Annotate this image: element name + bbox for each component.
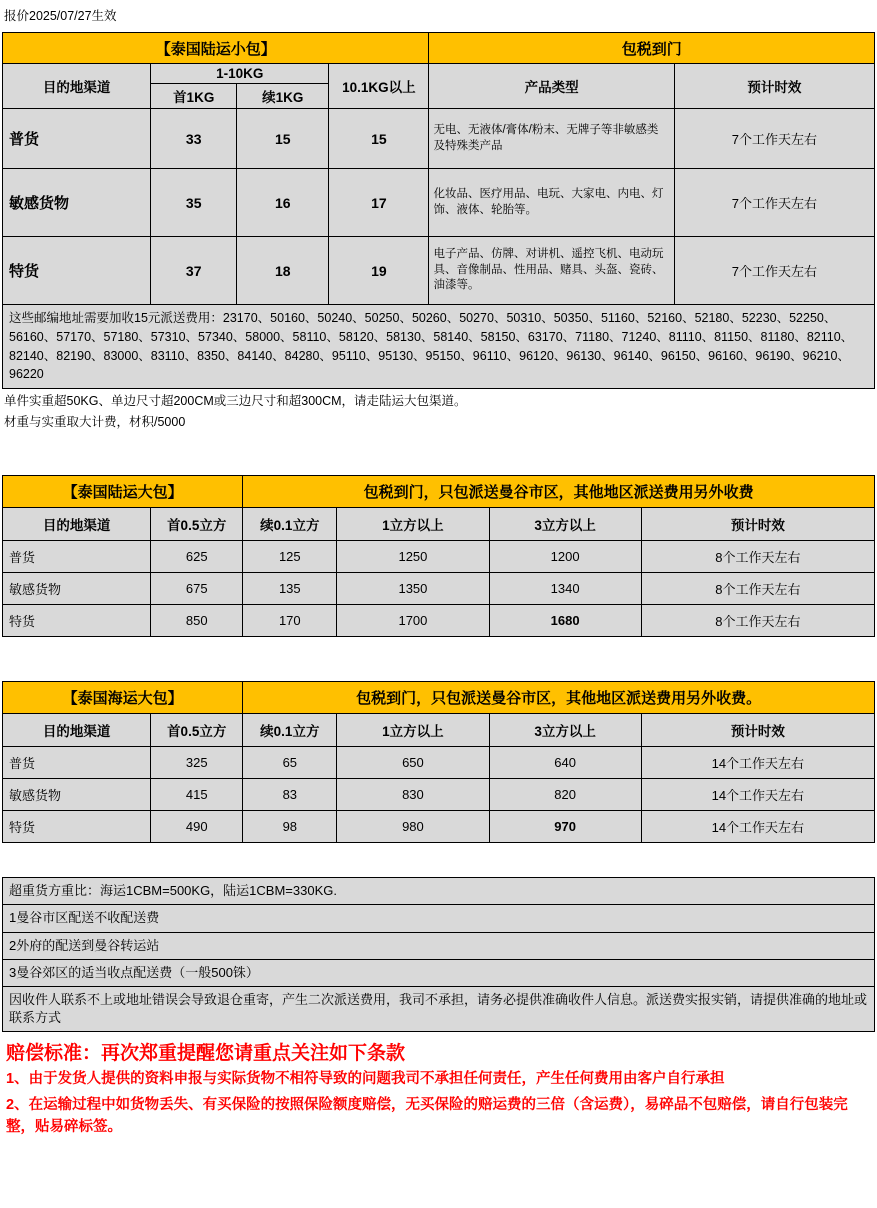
cell-eta: 7个工作天左右 [674,237,874,305]
note-suburb-fee: 3曼谷郊区的适当收点配送费（一般500铢） [3,959,875,986]
cell-first-1kg: 37 [151,237,237,305]
table3-header-row [3,714,875,747]
table-row [3,573,875,605]
cell-over-10kg: 17 [329,169,429,237]
quote-effective-note: 报价2025/07/27生效 [4,9,117,23]
cell-next-tenth-cbm: 65 [243,747,337,779]
th-next-1kg: 续1KG [237,84,329,109]
cell-first-1kg: 35 [151,169,237,237]
cell-over-1-cbm: 1700 [337,605,489,637]
row-label-special: 特货 [3,237,151,305]
cell-eta: 14个工作天左右 [641,811,874,843]
cell-over-3-cbm: 970 [489,811,641,843]
th-first-half-cbm: 首0.5立方 [151,714,243,747]
note-row [3,959,875,986]
claims-item-1: 1、由于发货人提供的资料申报与实际货物不相符导致的问题我司不承担任何责任，产生任何费用由客户自行承担 [6,1071,725,1088]
table2-header-row [3,508,875,541]
row-label-sensitive: 敏感货物 [3,169,151,237]
cell-product-type: 电子产品、仿牌、对讲机、遥控飞机、电动玩具、音像制品、性用品、赌具、头盔、瓷砖、油漆等。 [429,237,674,305]
row-label-general: 普货 [3,747,151,779]
claims-title: 赔偿标准：再次郑重提醒您请重点关注如下条款 [6,1043,406,1065]
table-thailand-sea-big-parcel [2,681,875,843]
postcode-surcharge-note: 这些邮编地址需要加收15元派送费用：23170、50160、50240、50250、50260、50270、50310、50350、51160、52160、52180、52230、52250、56160、57170、57180、57310、57340、58000、58110、58120、58130、58140、58150、63170、71180、71240、81110、81150、81180、82110、82140、82190、83000、83110、8350、84140、84280、95110、95130、95150、96110、96120、96130、96140、96150、96160、96190、96210、96220 [3,305,875,389]
cell-over-3-cbm: 640 [489,747,641,779]
cell-over-3-cbm: 1340 [489,573,641,605]
cell-next-tenth-cbm: 170 [243,605,337,637]
th-eta: 预计时效 [641,714,874,747]
note-row [3,905,875,932]
table-row [3,779,875,811]
cell-eta: 7个工作天左右 [674,169,874,237]
th-product-type: 产品类型 [429,64,674,109]
cell-over-3-cbm: 820 [489,779,641,811]
th-next-tenth-cbm: 续0.1立方 [243,714,337,747]
th-next-tenth-cbm: 续0.1立方 [243,508,337,541]
cell-over-1-cbm: 830 [337,779,489,811]
note-row [3,987,875,1032]
table3-title-bar [3,682,875,714]
table1-header-row-1 [3,64,875,84]
table2-title-bar [3,476,875,508]
cell-next-tenth-cbm: 98 [243,811,337,843]
note-province-transfer: 2外府的配送到曼谷转运站 [3,932,875,959]
cell-first-half-cbm: 415 [151,779,243,811]
cell-first-half-cbm: 490 [151,811,243,843]
cell-next-tenth-cbm: 135 [243,573,337,605]
th-eta: 预计时效 [641,508,874,541]
cell-next-tenth-cbm: 83 [243,779,337,811]
cell-over-10kg: 15 [329,109,429,169]
table-thailand-land-small-parcel [2,32,875,389]
th-range-1-10kg: 1-10KG [151,64,329,84]
row-label-special: 特货 [3,605,151,637]
cell-first-half-cbm: 850 [151,605,243,637]
th-over-10kg: 10.1KG以上 [329,64,429,109]
row-label-special: 特货 [3,811,151,843]
table-row [3,811,875,843]
cell-eta: 8个工作天左右 [641,573,874,605]
table-row [3,109,875,169]
th-first-half-cbm: 首0.5立方 [151,508,243,541]
note-row [3,878,875,905]
cell-eta: 7个工作天左右 [674,109,874,169]
table-row [3,605,875,637]
cell-eta: 8个工作天左右 [641,541,874,573]
oversize-note: 单件实重超50KG、单边尺寸超200CM或三边尺寸和超300CM，请走陆运大包渠道。 [4,394,467,408]
cell-first-half-cbm: 675 [151,573,243,605]
table2-title: 【泰国陆运大包】 [3,476,243,508]
bottom-notes-table [2,877,875,1032]
cell-over-1-cbm: 980 [337,811,489,843]
claims-item-2: 2、在运输过程中如货物丢失、有买保险的按照保险额度赔偿，无买保险的赔运费的三倍（含运费），易碎品不包赔偿，请自行包装完整，贴易碎标签。 [6,1097,848,1135]
th-over-3-cbm: 3立方以上 [489,508,641,541]
cell-next-1kg: 16 [237,169,329,237]
table-row [3,541,875,573]
note-row [3,932,875,959]
note-return-reship: 因收件人联系不上或地址错误会导致退仓重寄，产生二次派送费用，我司不承担，请务必提供准确收件人信息。派送费实报实销，请提供准确的地址或联系方式 [3,987,875,1032]
cell-over-1-cbm: 1350 [337,573,489,605]
cell-eta: 14个工作天左右 [641,747,874,779]
cell-over-3-cbm: 1200 [489,541,641,573]
cell-first-half-cbm: 625 [151,541,243,573]
th-first-1kg: 首1KG [151,84,237,109]
cell-eta: 14个工作天左右 [641,779,874,811]
cell-next-1kg: 15 [237,109,329,169]
table1-title: 【泰国陆运小包】 [3,33,429,64]
table-row [3,169,875,237]
table3-badge: 包税到门，只包派送曼谷市区，其他地区派送费用另外收费。 [243,682,875,714]
th-eta: 预计时效 [674,64,874,109]
postcode-surcharge-note-row [3,305,875,389]
volumetric-note: 材重与实重取大计费，材积/5000 [4,415,186,430]
cell-next-1kg: 18 [237,237,329,305]
th-channel: 目的地渠道 [3,714,151,747]
table-row [3,747,875,779]
table1-badge: 包税到门 [429,33,875,64]
cell-next-tenth-cbm: 125 [243,541,337,573]
table-thailand-land-big-parcel [2,475,875,637]
cell-over-3-cbm: 1680 [489,605,641,637]
row-label-sensitive: 敏感货物 [3,779,151,811]
th-channel: 目的地渠道 [3,508,151,541]
row-label-general: 普货 [3,541,151,573]
note-bangkok-free-delivery: 1曼谷市区配送不收配送费 [3,905,875,932]
cell-first-half-cbm: 325 [151,747,243,779]
table-row [3,237,875,305]
th-over-1-cbm: 1立方以上 [337,508,489,541]
cell-eta: 8个工作天左右 [641,605,874,637]
table1-title-bar [3,33,875,64]
table3-title: 【泰国海运大包】 [3,682,243,714]
cell-first-1kg: 33 [151,109,237,169]
cell-product-type: 化妆品、医疗用品、电玩、大家电、内电、灯饰、液体、轮胎等。 [429,169,674,237]
row-label-general: 普货 [3,109,151,169]
cell-over-1-cbm: 1250 [337,541,489,573]
th-over-3-cbm: 3立方以上 [489,714,641,747]
table2-badge: 包税到门，只包派送曼谷市区，其他地区派送费用另外收费 [243,476,875,508]
th-channel: 目的地渠道 [3,64,151,109]
cell-over-1-cbm: 650 [337,747,489,779]
cell-product-type: 无电、无液体/膏体/粉末、无牌子等非敏感类及特殊类产品 [429,109,674,169]
cell-over-10kg: 19 [329,237,429,305]
note-weight-ratio: 超重货方重比：海运1CBM=500KG，陆运1CBM=330KG. [3,878,875,905]
th-over-1-cbm: 1立方以上 [337,714,489,747]
row-label-sensitive: 敏感货物 [3,573,151,605]
